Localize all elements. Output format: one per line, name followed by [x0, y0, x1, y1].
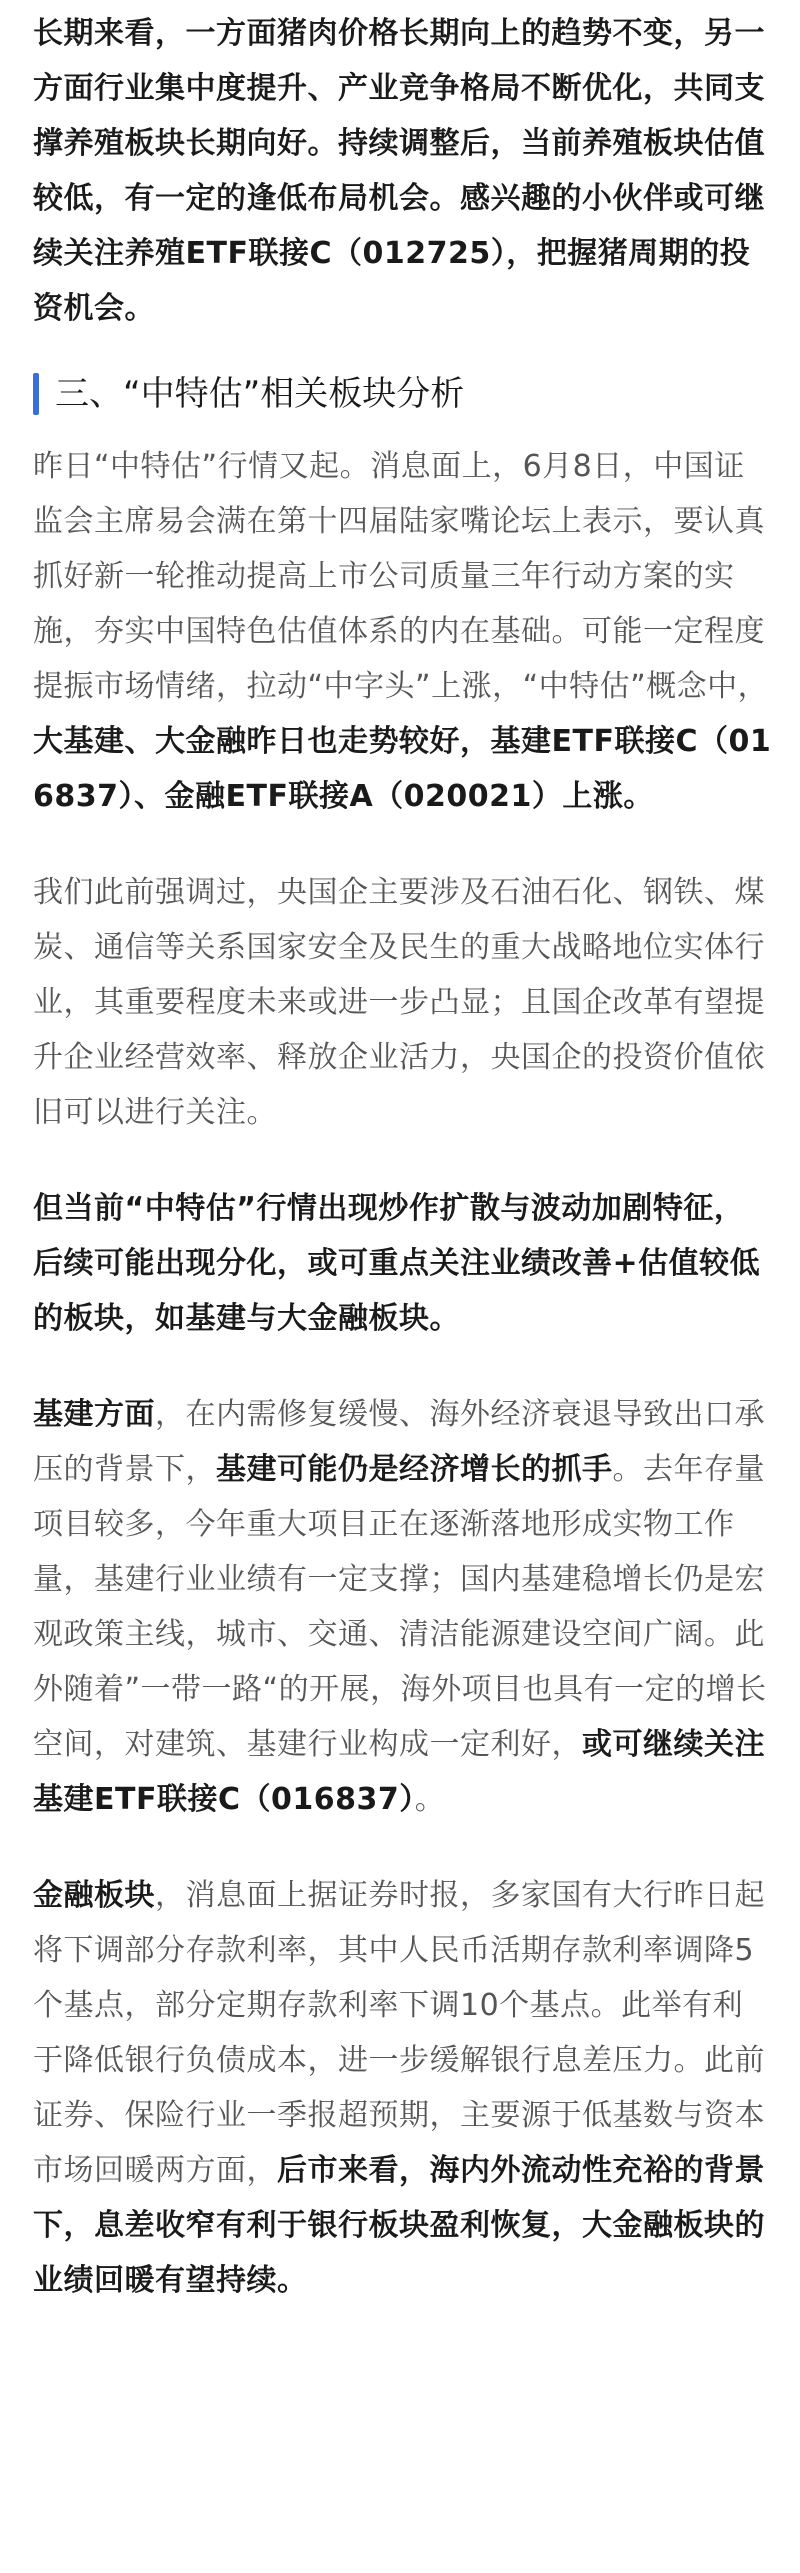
- heading-accent-bar: [33, 373, 39, 415]
- paragraph-hog-outlook: [33, 6, 772, 336]
- text-run: ，在内需修复缓慢、海外经济衰退导致出口承压的背景下，: [33, 1397, 765, 1487]
- paragraph-differentiation: [33, 1181, 772, 1346]
- text-run-bold: 但当前“中特估”行情出现炒作扩散与波动加剧特征，后续可能出现分化，或可重点关注业绩改善+估值较低的板块，如基建与大金融板块。: [33, 1191, 761, 1336]
- text-run-bold: 基建方面: [33, 1397, 155, 1432]
- text-run: 我们此前强调过，央国企主要涉及石油石化、钢铁、煤炭、通信等关系国家安全及民生的重大战略地位实体行业，其重要程度未来或进一步凸显；且国企改革有望提升企业经营效率、释放企业活力，央国企的投资价值依旧可以进行关注。: [33, 875, 765, 1130]
- paragraph-infrastructure: [33, 1387, 772, 1827]
- text-run-bold: 金融板块: [33, 1878, 155, 1913]
- text-run: 长期来看，一方面猪肉价格长期向上的趋势不变，另一方面行业集中度提升、产业竞争格局不断优化，共同支撑养殖板块长期向好。持续调整后，当前养殖板块估值较低，有一定的逢低布局机会。感兴趣的小伙伴或可继续关注养殖ETF联接C（012725），把握猪周期的投资机会。: [33, 16, 765, 326]
- text-run: ，消息面上据证券时报，多家国有大行昨日起将下调部分存款利率，其中人民币活期存款利率调降5个基点，部分定期存款利率下调10个基点。此举有利于降低银行负债成本，进一步缓解银行息差压力。此前证券、保险行业一季报超预期，主要源于低基数与资本市场回暖两方面，: [33, 1878, 765, 2188]
- heading-text: 三、“中特估”相关板块分析: [55, 374, 465, 414]
- text-run-bold: 大基建、大金融昨日也走势较好，基建ETF联接C（016837）、金融ETF联接A（020021）上涨。: [33, 724, 772, 814]
- text-run-bold: 或可继续关注基建ETF联接C（016837）: [33, 1727, 765, 1817]
- text-run: 。: [414, 1782, 446, 1817]
- text-run-bold: 基建可能仍是经济增长的抓手: [216, 1452, 613, 1487]
- section-heading: [33, 369, 772, 419]
- text-run: 。去年存量项目较多，今年重大项目正在逐渐落地形成实物工作量，基建行业业绩有一定支撑；国内基建稳增长仍是宏观政策主线，城市、交通、清洁能源建设空间广阔。此外随着”一带一路“的开展，海外项目也具有一定的增长空间，对建筑、基建行业构成一定利好，: [33, 1452, 767, 1762]
- paragraph-finance: [33, 1868, 772, 2308]
- paragraph-soe-value: [33, 865, 772, 1140]
- paragraph-zhongtegu-news: [33, 439, 772, 824]
- text-run: 昨日“中特估”行情又起。消息面上，6月8日，中国证监会主席易会满在第十四届陆家嘴论坛上表示，要认真抓好新一轮推动提高上市公司质量三年行动方案的实施，夯实中国特色估值体系的内在基础。可能一定程度提振市场情绪，拉动“中字头”上涨，“中特估”概念中，: [33, 449, 769, 704]
- text-run-bold: 后市来看，海内外流动性充裕的背景下，息差收窄有利于银行板块盈利恢复，大金融板块的业绩回暖有望持续。: [33, 2153, 765, 2298]
